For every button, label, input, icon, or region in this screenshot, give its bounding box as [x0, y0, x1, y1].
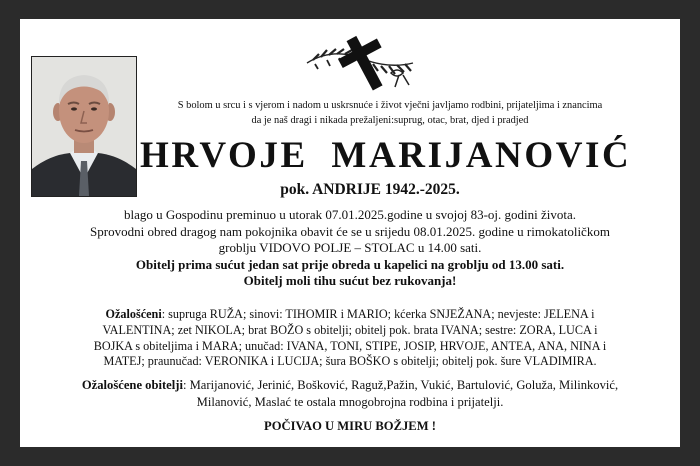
father-and-years: pok. ANDRIJE 1942.-2025. [280, 181, 460, 198]
mourners-line-1 [20, 307, 680, 323]
death-notice-line: blago u Gospodinu preminuo u utorak 07.01.2025.godine u svojoj 83-oj. godini života. [123, 207, 577, 222]
intro-line-2: da je naš dragi i nikada prežaljeni:suprug, otac, brat, djed i pradjed [251, 115, 529, 126]
closing-blessing: POČIVAO U MIRU BOŽJEM ! [264, 419, 436, 433]
funeral-details [20, 207, 680, 290]
cemetery-line: groblju VIDOVO POLJE – STOLAC u 14.00 sati. [218, 240, 482, 256]
mourners-text-1: : supruga RUŽA; sinovi: TIHOMIR i MARIO; kćerka SNJEŽANA; nevjeste: JELENA i [161, 307, 595, 321]
silent-condolence-line: Obitelj moli tihu sućut bez rukovanja! [243, 273, 457, 289]
mourners-label: Ožalošćeni [105, 307, 162, 321]
condolence-time-line: Obitelj prima sućut jedan sat prije obreda u kapelici na groblju od 13.00 sati. [135, 256, 565, 272]
obituary-card [20, 19, 680, 447]
cross-with-wreath-icon [303, 33, 418, 91]
deceased-name: HRVOJE MARIJANOVIĆ [140, 135, 632, 176]
mourners-line-2: VALENTINA; zet NIKOLA; brat BOŽO s obitelji; obitelj pok. brata IVANA; sestre: ZORA, LUCA i [102, 322, 598, 337]
mourners-list [20, 307, 680, 370]
intro-line-1: S bolom u srcu i s vjerom i nadom u uskrsnuće i život vječni javljamo rodbini, prijateljima i znancima [177, 100, 603, 111]
funeral-line: Sprovodni obred dragog nam pokojnika obavit će se u srijedu 08.01.2025. godine u rimokatoličkom [90, 223, 610, 239]
families-text-1: : Marijanović, Jerinić, Bošković, Raguž,Pažin, Vukić, Bartulović, Goluža, Milinković, [182, 378, 619, 392]
intro-text [120, 98, 660, 128]
families-line-2: Milanović, Maslać te ostala mnogobrojna rodbina i prijatelji. [196, 394, 504, 409]
families-line-1 [20, 377, 680, 394]
families-list [20, 377, 680, 410]
families-label: Ožalošćene obitelji [81, 378, 183, 392]
mourners-line-3: BOJKA s obiteljima i MARA; unučad: IVANA, TONI, STIPE, JOSIP, HRVOJE, ANTEA, ANA, NINA i [93, 338, 607, 353]
mourners-line-4: MATEJ; praunučad: VERONIKA i LUCIJA; šura BOŠKO s obitelji; obitelj pok. šure VLADIMIRA. [103, 354, 597, 369]
